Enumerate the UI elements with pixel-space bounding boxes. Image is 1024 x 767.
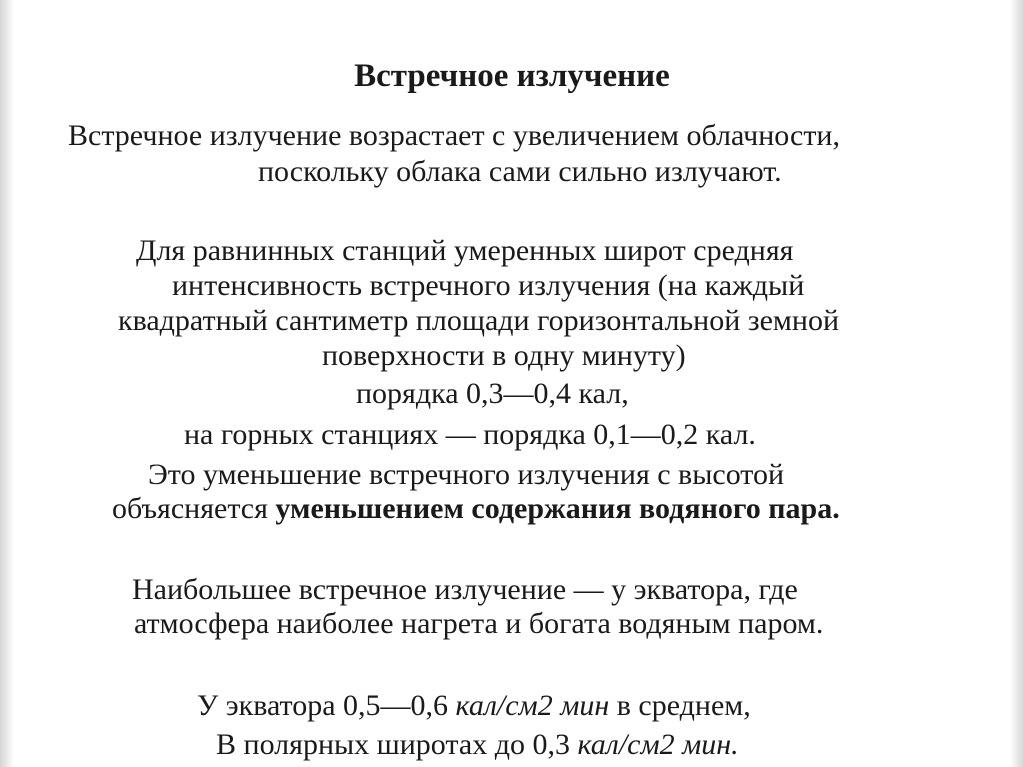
paragraph1-line2: поскольку облака сами сильно излучают. — [258, 155, 782, 188]
equator-suffix: в среднем, — [609, 689, 751, 722]
equator-unit: кал/см2 мин — [455, 689, 610, 722]
equator-values — [197, 688, 751, 724]
paragraph3-line1: Это уменьшение встречного излучения с высотой — [148, 458, 785, 491]
paragraph3-line2-prefix: объясняется — [112, 492, 276, 525]
value-mountain-stations: на горных станциях — порядка 0,1—0,2 кал. — [184, 418, 756, 451]
right-edge-shadow — [1010, 0, 1024, 767]
slide-title: Встречное излучение — [354, 58, 670, 94]
polar-unit: кал/см2 мин. — [577, 728, 739, 761]
paragraph2-line2: интенсивность встречного излучения (на каждый — [172, 269, 805, 302]
polar-values — [216, 727, 739, 763]
polar-prefix: В полярных широтах до 0,3 — [216, 728, 578, 761]
value-plain-stations: порядка 0,3—0,4 кал, — [356, 377, 629, 410]
paragraph3-line2 — [112, 491, 840, 527]
equator-prefix: У экватора 0,5—0,6 — [197, 689, 456, 722]
paragraph1-line1: Встречное излучение возрастает с увеличением облачности, — [68, 119, 840, 152]
paragraph4-line2: атмосфера наиболее нагрета и богата водяным паром. — [134, 607, 824, 640]
paragraph4-line1: Наибольшее встречное излучение — у экватора, где — [132, 573, 798, 606]
left-edge-shadow — [0, 0, 14, 767]
paragraph2-line4: поверхности в одну минуту) — [322, 339, 686, 372]
paragraph2-line1: Для равнинных станций умеренных широт средняя — [136, 234, 794, 267]
paragraph2-line3: квадратный сантиметр площади горизонтальной земной — [118, 304, 840, 337]
paragraph3-line2-bold: уменьшением содержания водяного пара. — [275, 492, 840, 525]
